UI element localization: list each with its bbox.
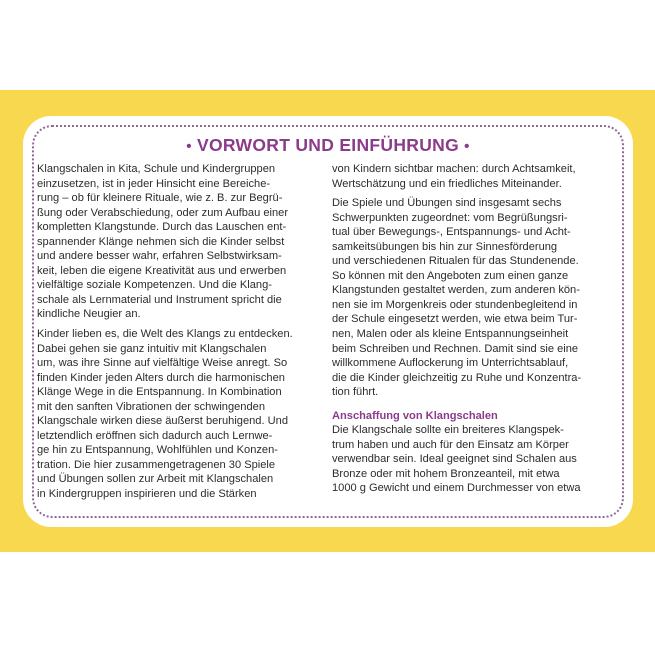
right-column bbox=[332, 162, 600, 501]
text-line: die die Kinder gleichzeitig zu Ruhe und Konzentra- bbox=[332, 371, 582, 384]
text-line: von Kindern sichtbar machen: durch Achtsamkeit, bbox=[332, 163, 576, 175]
paragraph bbox=[332, 196, 600, 400]
text-line: Klangschalen in Kita, Schule und Kindergruppen bbox=[37, 163, 276, 175]
text-line: finden Kinder jeden Alters durch die harmonischen bbox=[37, 371, 285, 384]
text-line: ge hin zu Entspannung, Wohlfühlen und Konzen- bbox=[37, 444, 278, 457]
paragraph bbox=[37, 327, 305, 502]
text-line: vielfältige soziale Kompetenzen. Und die Klang- bbox=[37, 279, 272, 292]
text-line: tual über Bewegungs-, Entspannungs- und Acht- bbox=[332, 226, 571, 239]
text-line: um, was ihre Sinne auf vielfältige Weise anregt. So bbox=[37, 357, 288, 370]
text-line: schale als Lernmaterial und Instrument spricht die bbox=[37, 293, 282, 306]
text-line: willkommene Auflockerung im Unterrichtsablauf, bbox=[332, 357, 569, 370]
text-line: Klangschale wirken diese äußerst beruhigend. Und bbox=[37, 415, 288, 428]
paragraph bbox=[37, 162, 305, 322]
text-line: der Schule eingesetzt werden, wie etwa beim Tur- bbox=[332, 313, 578, 326]
text-line: spannender Klänge nehmen sich die Kinder selbst bbox=[37, 235, 285, 248]
text-line: beim Schreiben und Rechnen. Damit sind sie eine bbox=[332, 342, 579, 355]
text-line: letztendlich eröffnen sich dadurch auch Lernwe- bbox=[37, 429, 273, 442]
text-line: kindliche Neugier an. bbox=[37, 308, 141, 321]
text-line: und andere besser wahr, erfahren Selbstwirksam- bbox=[37, 250, 282, 263]
text-line: 1000 g Gewicht und einem Durchmesser von etwa bbox=[332, 482, 581, 495]
text-line: Die Spiele und Übungen sind insgesamt sechs bbox=[332, 197, 562, 210]
text-line: verwendbar sein. Ideal geeignet sind Schalen aus bbox=[332, 453, 577, 466]
title-text: VORWORT UND EINFÜHRUNG bbox=[197, 135, 459, 155]
section-subheading: Anschaffung von Klangschalen bbox=[332, 409, 498, 422]
text-line: Kinder lieben es, die Welt des Klangs zu entdecken. bbox=[37, 328, 293, 341]
paragraph bbox=[332, 162, 600, 191]
text-line: nen, Malen oder als kleine Entspannungseinheit bbox=[332, 328, 569, 341]
text-line: mit den sanften Vibrationen der schwingenden bbox=[37, 400, 265, 413]
title-bullet-left: • bbox=[186, 138, 192, 155]
paragraph bbox=[332, 423, 600, 496]
text-line: Schwerpunkten zugeordnet: vom Begrüßungsri- bbox=[332, 211, 568, 224]
text-line: So können mit den Angeboten zum einen ganze bbox=[332, 269, 569, 282]
text-line: und verschiedenen Ritualen für das Stundenende. bbox=[332, 255, 579, 268]
page-title bbox=[23, 135, 633, 156]
text-line: Klangstunden gestaltet werden, zum anderen kön- bbox=[332, 284, 580, 297]
text-line: Dabei gehen sie ganz intuitiv mit Klangschalen bbox=[37, 342, 267, 355]
text-line: einzusetzen, ist in jeder Hinsicht eine Bereiche- bbox=[37, 177, 271, 190]
text-line: in Kindergruppen inspirieren und die Stärken bbox=[37, 488, 257, 501]
text-line: tion führt. bbox=[332, 386, 379, 399]
text-line: nen sie im Morgenkreis oder stundenbegleitend in bbox=[332, 298, 578, 311]
text-line: kompletten Klangstunde. Durch das Lauschen ent- bbox=[37, 221, 287, 234]
text-line: Wertschätzung und ein friedliches Miteinander. bbox=[332, 177, 562, 190]
text-line: tration. Die hier zusammengetragenen 30 Spiele bbox=[37, 458, 276, 471]
content-card bbox=[23, 116, 633, 527]
text-line: Bronze oder mit hohem Bronzeanteil, mit etwa bbox=[332, 467, 560, 480]
title-bullet-right: • bbox=[464, 138, 470, 155]
text-line: samkeitsübungen bis hin zur Sinnesförderung bbox=[332, 240, 558, 253]
text-line: ßung oder Verabschiedung, oder zum Aufbau einer bbox=[37, 206, 289, 219]
text-line: rung – ob für kleinere Rituale, wie z. B. zur Begrü- bbox=[37, 192, 283, 205]
left-column bbox=[37, 162, 305, 507]
text-line: Die Klangschale sollte ein breiteres Klangspek- bbox=[332, 424, 564, 437]
text-line: keit, leben die eigene Kreativität aus und erwerben bbox=[37, 264, 287, 277]
text-line: und Übungen sollen zur Arbeit mit Klangschalen bbox=[37, 473, 274, 486]
text-line: trum haben und auch für den Einsatz am Körper bbox=[332, 438, 569, 451]
text-line: Klänge Wege in die Entspannung. In Kombination bbox=[37, 386, 282, 399]
